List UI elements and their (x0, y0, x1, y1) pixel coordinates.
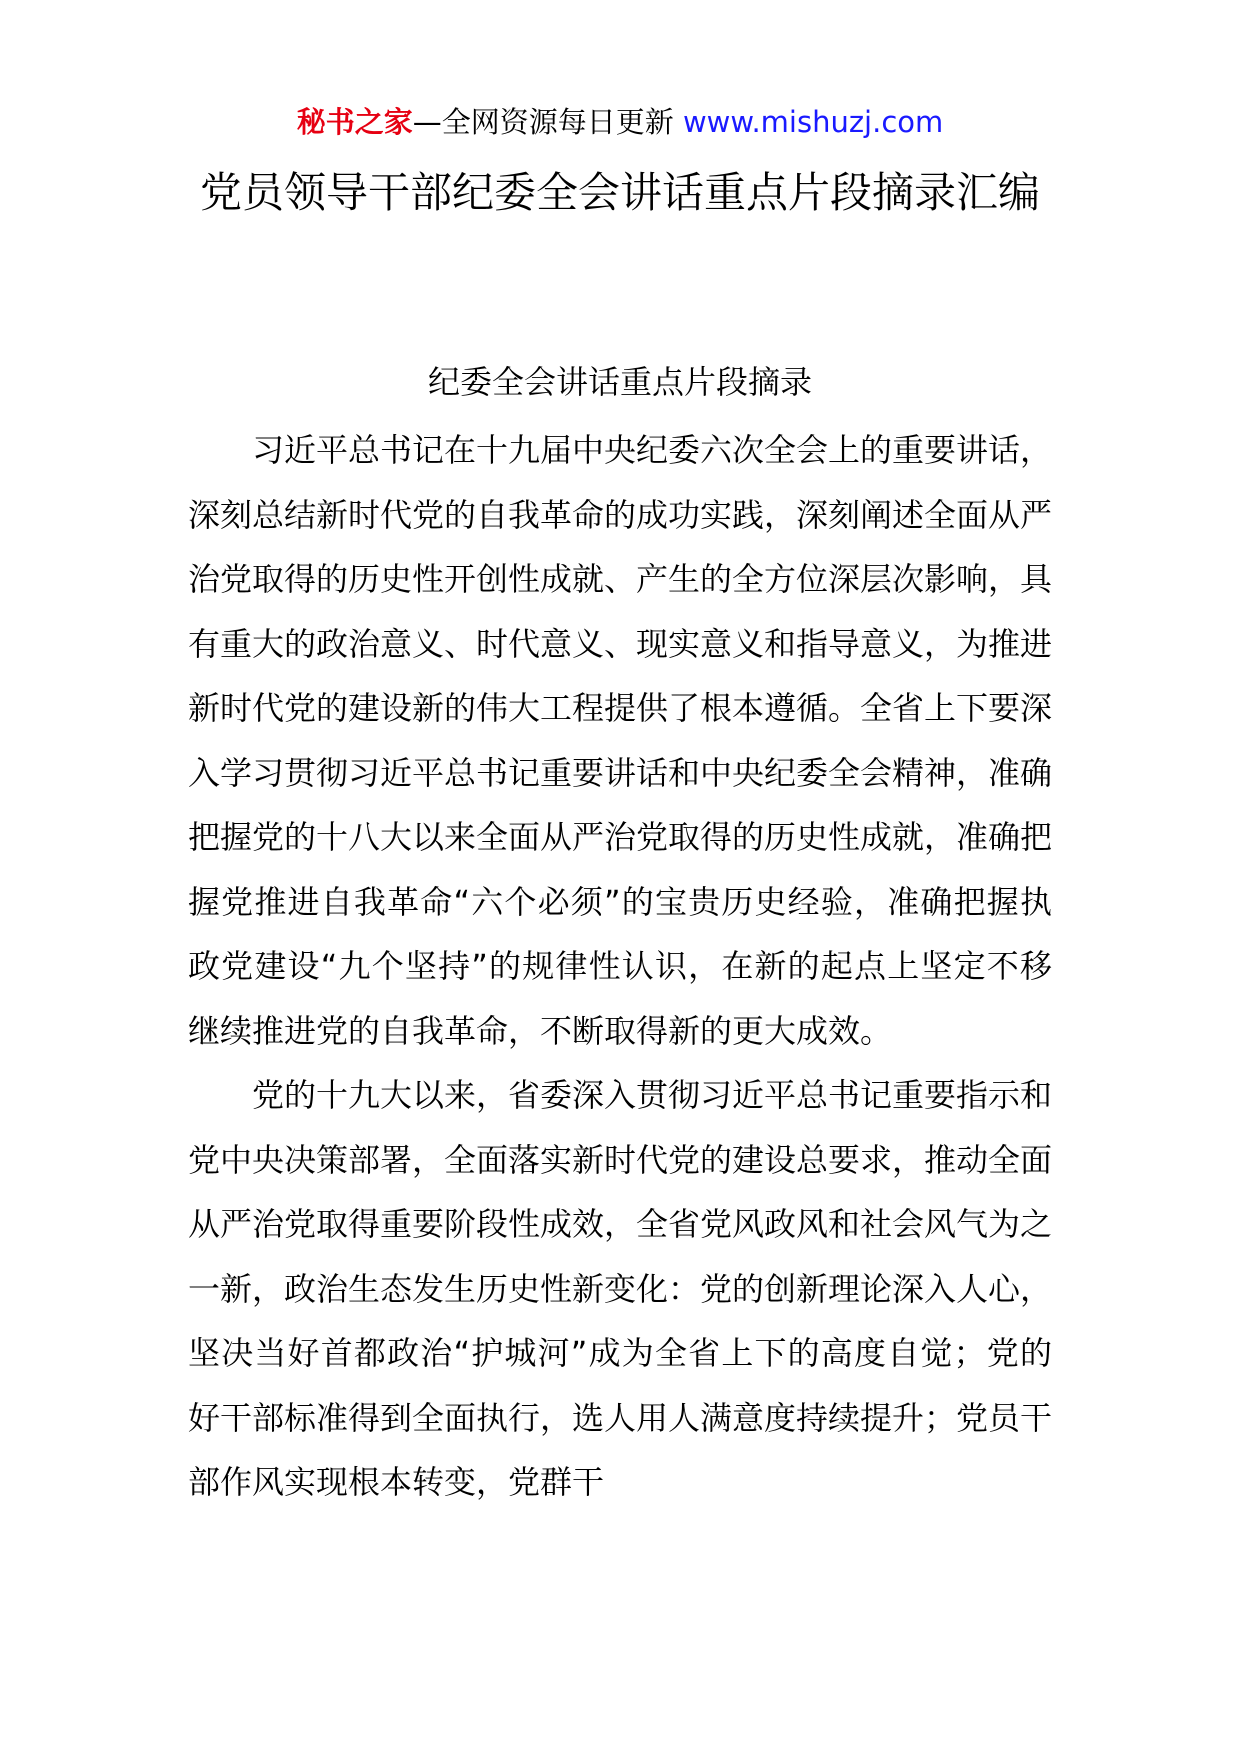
document-body (188, 418, 1052, 1515)
body-paragraph: 党的十九大以来，省委深入贯彻习近平总书记重要指示和党中央决策部署，全面落实新时代党的建设总要求，推动全面从严治党取得重要阶段性成效，全省党风政风和社会风气为之一新，政治生态发生历史性新变化：党的创新理论深入人心，坚决当好首都政治“护城河”成为全省上下的高度自觉；党的好干部标准得到全面执行，选人用人满意度持续提升；党员干部作风实现根本转变，党群干 (188, 1076, 1053, 1501)
body-paragraph: 习近平总书记在十九届中央纪委六次全会上的重要讲话，深刻总结新时代党的自我革命的成功实践，深刻阐述全面从严治党取得的历史性开创性成就、产生的全方位深层次影响，具有重大的政治意义、时代意义、现实意义和指导意义，为推进新时代党的建设新的伟大工程提供了根本遵循。全省上下要深入学习贯彻习近平总书记重要讲话和中央纪委全会精神，准确把握党的十八大以来全面从严治党取得的历史性成就，准确把握党推进自我革命“六个必须”的宝贵历史经验，准确把握执政党建设“九个坚持”的规律性认识，在新的起点上坚定不移继续推进党的自我革命，不断取得新的更大成效。 (188, 431, 1053, 1050)
header-tagline: —全网资源每日更新 (412, 105, 674, 139)
site-url-link[interactable]: www.mishuzj.com (682, 105, 944, 139)
brand-name: 秘书之家 (296, 105, 413, 139)
document-title: 党员领导干部纪委全会讲话重点片段摘录汇编 (199, 168, 1040, 217)
site-header (0, 100, 1240, 144)
section-heading: 纪委全会讲话重点片段摘录 (427, 363, 812, 401)
